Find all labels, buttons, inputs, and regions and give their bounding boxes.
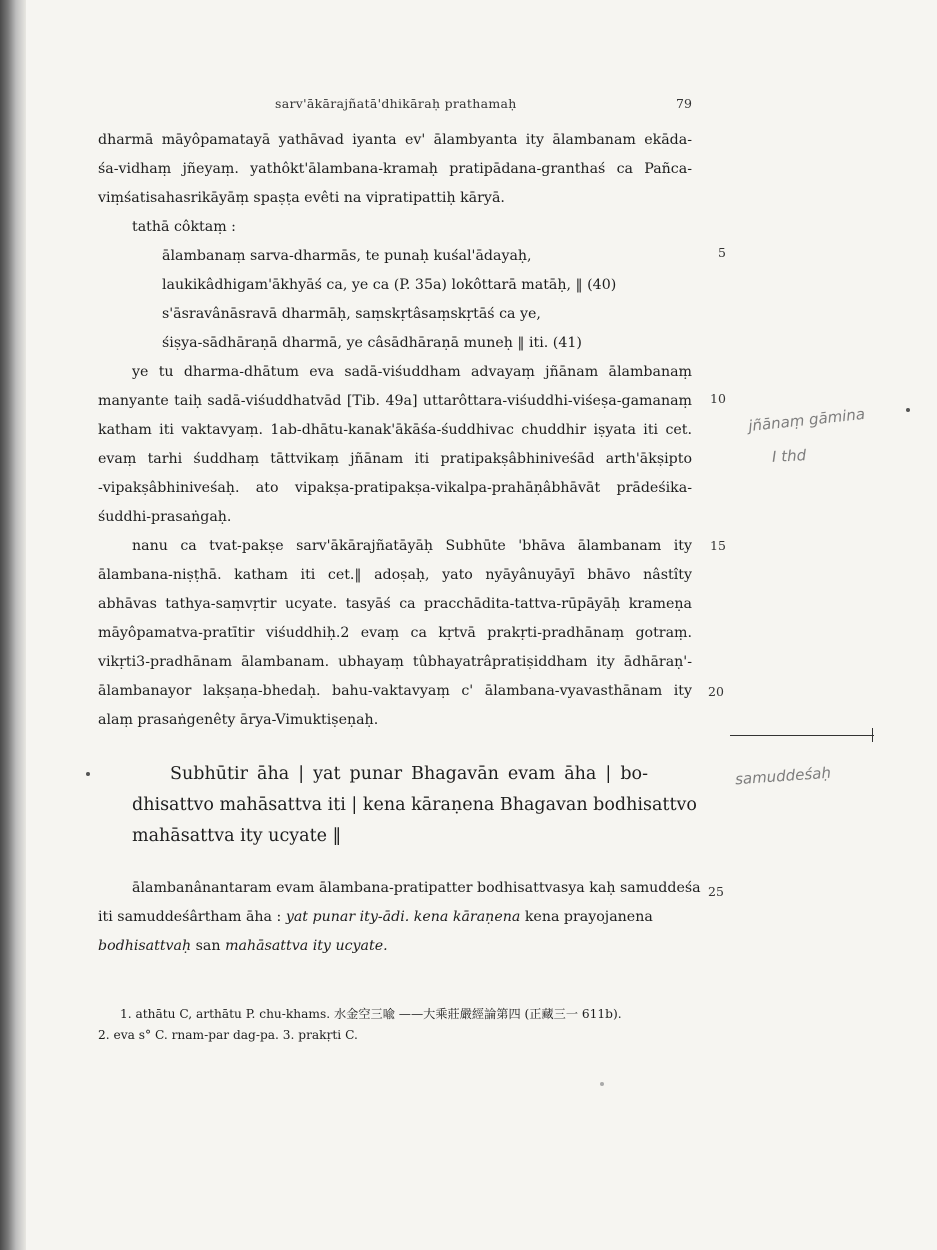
commentary-emphasis: mahāsattva ity ucyate. [225, 938, 388, 954]
commentary-emphasis: bodhisattvaḥ [98, 938, 192, 954]
footnote-1: 1. athātu C, arthātu P. chu-khams. 水金空三喩 ——大乘莊嚴經論第四 (正藏三一 611b). [120, 1007, 622, 1021]
line-number-10: 10 [710, 391, 726, 406]
margin-note-text: jñānaṃ gāmina [747, 404, 866, 436]
text-line-20: ālambanayor lakṣaṇa-bhedaḥ. bahu-vaktavyaṃ c' ālambana-vyavasthānam ity [98, 683, 692, 699]
text-line-2: śa-vidhaṃ jñeyaṃ. yathôkt'ālambana-kramaḥ pratipādana-granthaś ca Pañca- [98, 161, 692, 177]
text-line-9: ye tu dharma-dhātum eva sadā-viśuddham advayaṃ jñānam ālambanaṃ [132, 364, 692, 380]
text-line-13: -vipakṣâbhiniveśaḥ. ato vipakṣa-pratipakṣa-vikalpa-prahāṇâbhāvāt prādeśika- [98, 480, 692, 496]
text-line-21: alaṃ prasaṅgenêty ārya-Vimuktiṣeṇaḥ. [98, 712, 379, 728]
text-line-10: manyante taiḥ sadā-viśuddhatvād [Tib. 49a] uttarôttara-viśuddhi-viśeṣa-gamanaṃ [98, 393, 692, 409]
line-number-15: 15 [710, 538, 726, 553]
line-number-5: 5 [718, 245, 726, 260]
speck [600, 1082, 604, 1086]
commentary-text: san [195, 938, 221, 954]
commentary-emphasis: kena kāraṇena [413, 909, 521, 925]
verse-line-1: ālambanaṃ sarva-dharmās, te punaḥ kuśal'ādayaḥ, [162, 248, 532, 264]
line-number-20: 20 [708, 684, 724, 699]
verse-line-3: s'āsravânāsravā dharmāḥ, saṃskṛtâsaṃskṛtāś ca ye, [162, 306, 541, 322]
speck [906, 408, 910, 412]
pencil-rule-line [730, 735, 874, 736]
text-line-14: śuddhi-prasaṅgaḥ. [98, 509, 232, 525]
text-line-17: abhāvas tathya-saṃvṛtir ucyate. tasyāś ca pracchādita-tattva-rūpāyāḥ krameṇa [98, 596, 692, 612]
margin-note-text: I thd [771, 446, 807, 466]
margin-note-1 [747, 404, 865, 435]
text-line-15: nanu ca tvat-pakṣe sarv'ākārajñatāyāḥ Subhūte 'bhāva ālambanam ity [132, 538, 692, 554]
verse-line-2: laukikâdhigam'ākhyāś ca, ye ca (P. 35a) lokôttarā matāḥ, ‖ (40) [162, 277, 617, 293]
sutra-line-1: Subhūtir āha | yat punar Bhagavān evam āha | bo- [170, 764, 648, 784]
page-number: 79 [676, 96, 692, 111]
footnote-2: 2. eva s° C. rnam-par dag-pa. 3. prakṛti C. [98, 1028, 358, 1042]
commentary-emphasis: yat punar ity-ādi. [285, 909, 410, 925]
text-line-4: tathā côktaṃ : [132, 219, 236, 235]
page-header [0, 96, 937, 116]
text-line-16: ālambana-niṣṭhā. katham iti cet.‖ adoṣaḥ, yato nyāyânuyāyī bhāvo nâstîty [98, 567, 692, 583]
text-line-3: viṃśatisahasrikāyāṃ spaṣṭa evêti na vipratipattiḥ kāryā. [98, 190, 505, 206]
verse-line-4: śiṣya-sādhāraṇā dharmā, ye câsādhāraṇā muneḥ ‖ iti. (41) [162, 335, 582, 351]
margin-note-text: samuddeśaḥ [734, 763, 832, 789]
margin-note-3 [734, 763, 831, 789]
commentary-line-3 [98, 937, 388, 955]
pencil-rule-tick [872, 728, 873, 742]
line-number-25: 25 [708, 884, 724, 899]
running-title: sarv'ākārajñatā'dhikāraḥ prathamaḥ [275, 96, 517, 111]
commentary-text: kena prayojanena [524, 909, 653, 925]
text-line-19: vikṛti3-pradhānam ālambanam. ubhayaṃ tûbhayatrâpratiṣiddham ity ādhāraṇ'- [98, 654, 692, 670]
text-line-11: katham iti vaktavyaṃ. 1ab-dhātu-kanak'ākāśa-śuddhivac chuddhir iṣyata iti cet. [98, 422, 692, 438]
sutra-line-3: mahāsattva ity ucyate ‖ [132, 826, 342, 846]
text-line-18: māyôpamatva-pratītir viśuddhiḥ.2 evaṃ ca kṛtvā prakṛti-pradhānaṃ gotraṃ. [98, 625, 692, 641]
commentary-text: iti samuddeśârtham āha : [98, 909, 282, 925]
text-line-12: evaṃ tarhi śuddhaṃ tāttvikaṃ jñānam iti pratipakṣâbhiniveśād arth'ākṣipto [98, 451, 692, 467]
commentary-line-1: ālambanânantaram evam ālambana-pratipatter bodhisattvasya kaḥ samuddeśa [132, 880, 701, 896]
margin-note-2 [772, 445, 807, 466]
commentary-line-2 [98, 908, 653, 926]
sutra-line-2: dhisattvo mahāsattva iti | kena kāraṇena Bhagavan bodhisattvo [132, 795, 697, 815]
speck [86, 772, 90, 776]
text-line-1: dharmā māyôpamatayā yathāvad iyanta ev' ālambyanta ity ālambanam ekāda- [98, 132, 692, 148]
